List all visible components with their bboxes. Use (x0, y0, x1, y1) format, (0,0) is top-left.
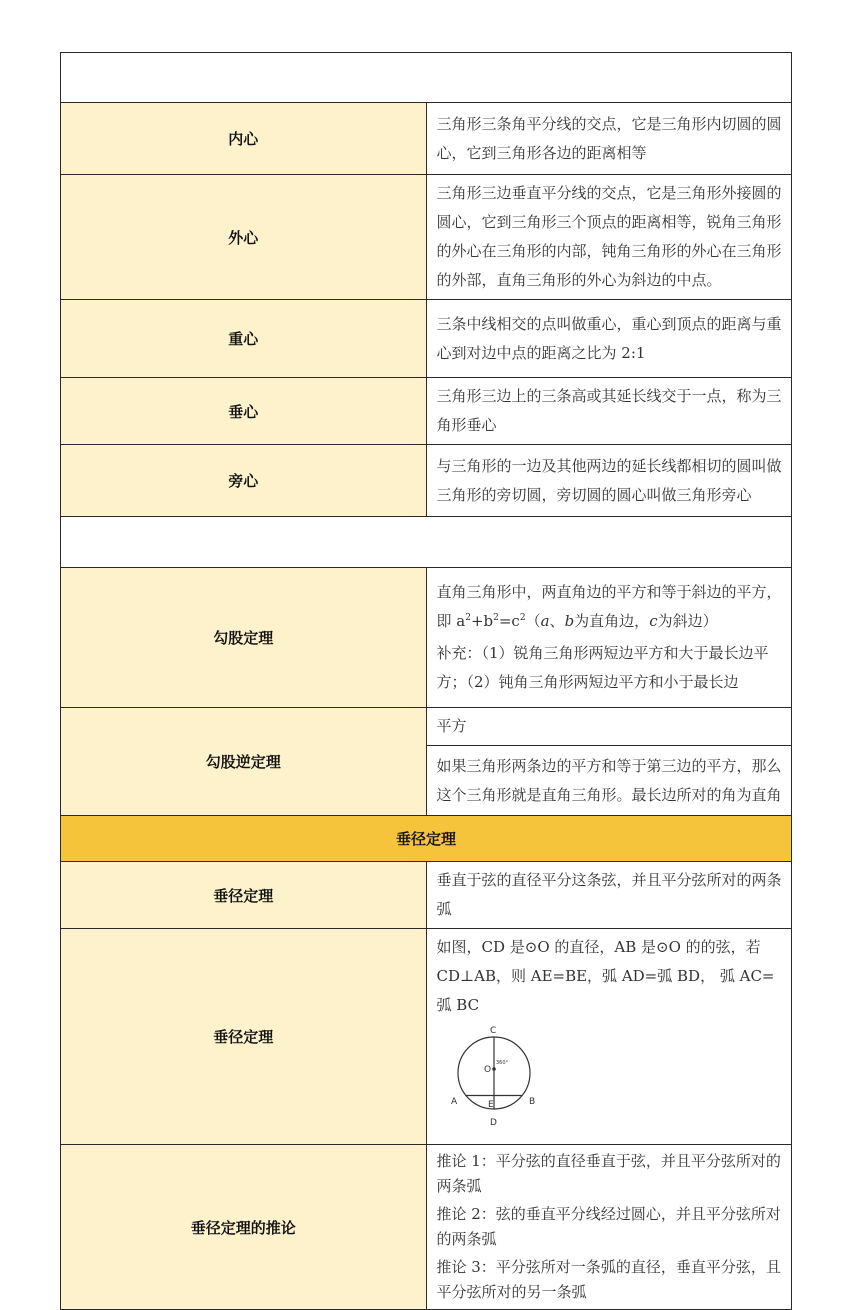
row-content (426, 862, 792, 929)
centroid-text: 三条中线相交的点叫做重心，重心到顶点的距离与重心到对边中点的距离之比为 2:1 (436, 314, 782, 362)
point-label-d: D (489, 1118, 497, 1128)
blank-row-middle (61, 517, 792, 568)
table-row-converse-1 (61, 708, 792, 746)
chord-example-text: 如图，CD 是⊙O 的直径，AB 是⊙O 的的弦，若 CD⊥AB，则 AE=BE，弧 AD=弧 BD， 弧 AC=弧 BC (436, 938, 775, 1014)
table-row-excenter (61, 445, 792, 517)
row-label: 垂径定理 (61, 862, 427, 929)
corollary-3: 推论 3：平分弦所对一条弧的直径，垂直平分弦，且平分弦所对的另一条弧 (436, 1258, 781, 1301)
row-content (426, 300, 792, 378)
row-label: 勾股逆定理 (61, 708, 427, 816)
point-label-o: O (483, 1065, 491, 1075)
row-label: 垂径定理的推论 (61, 1145, 427, 1310)
row-content (426, 568, 792, 708)
table-row-incenter (61, 103, 792, 175)
row-label: 勾股定理 (61, 568, 427, 708)
table-row-chord-1 (61, 862, 792, 929)
row-content (426, 746, 792, 816)
row-content (426, 1145, 792, 1310)
table-row-centroid (61, 300, 792, 378)
row-content (426, 708, 792, 746)
table-row-circumcenter (61, 175, 792, 300)
blank-row-top (61, 53, 792, 103)
table-row-chord-2 (61, 929, 792, 1145)
row-content (426, 929, 792, 1145)
row-label: 外心 (61, 175, 427, 300)
blank-cell (61, 53, 792, 103)
excenter-text: 与三角形的一边及其他两边的延长线都相切的圆叫做三角形的旁切圆，旁切圆的圆心叫做三角形旁心 (436, 456, 782, 504)
table-row-pythagorean (61, 568, 792, 708)
point-label-a: A (450, 1097, 457, 1107)
row-content (426, 175, 792, 300)
row-label: 旁心 (61, 445, 427, 517)
orthocenter-text: 三角形三边上的三条高或其延长线交于一点，称为三角形垂心 (436, 387, 782, 434)
point-label-e: E (487, 1100, 494, 1110)
row-content (426, 103, 792, 175)
blank-cell (61, 517, 792, 568)
corollary-1: 推论 1：平分弦的直径垂直于弦，并且平分弦所对的两条弧 (436, 1152, 781, 1195)
chord-theorem-text: 垂直于弦的直径平分这条弦，并且平分弦所对的两条弧 (436, 871, 782, 918)
point-label-c: C (489, 1026, 496, 1036)
section-header-row (61, 816, 792, 862)
table-row-corollary (61, 1145, 792, 1310)
row-content (426, 445, 792, 517)
converse-text-2: 如果三角形两条边的平方和等于第三边的平方，那么这个三角形就是直角三角形。最长边所对的角为直角 (436, 756, 782, 804)
point-label-b: B (528, 1097, 535, 1107)
pythagorean-statement: 直角三角形中，两直角边的平方和等于斜边的平方，即 $a^2+b^2=c^2(a$、b为直角边，c为斜边） (436, 583, 782, 630)
row-content (426, 378, 792, 445)
row-label: 垂径定理 (61, 929, 427, 1145)
row-label: 内心 (61, 103, 427, 175)
chord-figure (439, 1024, 788, 1140)
incenter-text: 三角形三条角平分线的交点，它是三角形内切圆的圆心，它到三角形各边的距离相等 (436, 114, 782, 162)
angle-label: 360° (495, 1060, 508, 1066)
converse-text-1: 平方 (436, 717, 467, 735)
circumcenter-text: 三角形三边垂直平分线的交点，它是三角形外接圆的圆心，它到三角形三个顶点的距离相等，锐角三角形的外心在三角形的内部，钝角三角形的外心在三角形的外部，直角三角形的外心为斜边的中点。 (436, 184, 782, 289)
corollary-2: 推论 2：弦的垂直平分线经过圆心，并且平分弦所对的两条弧 (436, 1205, 781, 1248)
row-label: 垂心 (61, 378, 427, 445)
section-header: 垂径定理 (61, 816, 792, 862)
circle-diagram (439, 1024, 549, 1130)
knowledge-table (60, 52, 792, 1310)
table-row-orthocenter (61, 378, 792, 445)
center-point (492, 1067, 496, 1071)
pythagorean-supplement: 补充：（1）锐角三角形两短边平方和大于最长边平方；（2）钝角三角形两短边平方和小于最长边 (436, 644, 769, 691)
row-label: 重心 (61, 300, 427, 378)
